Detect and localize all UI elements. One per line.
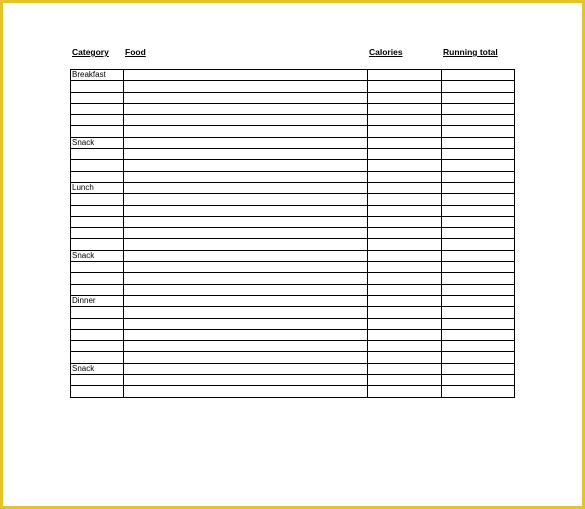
running-total-cell[interactable] [442, 160, 515, 171]
table-row [71, 318, 515, 329]
running-total-cell[interactable] [442, 182, 515, 193]
food-cell[interactable] [124, 386, 368, 397]
category-cell [71, 149, 124, 160]
running-total-cell[interactable] [442, 137, 515, 148]
header-running-total: Running total [443, 47, 498, 57]
category-cell [71, 103, 124, 114]
table-row [71, 205, 515, 216]
header-calories: Calories [369, 47, 403, 57]
food-cell[interactable] [124, 363, 368, 374]
calories-cell[interactable] [368, 352, 442, 363]
category-cell [71, 375, 124, 386]
running-total-cell[interactable] [442, 126, 515, 137]
calories-cell[interactable] [368, 262, 442, 273]
running-total-cell[interactable] [442, 239, 515, 250]
food-cell[interactable] [124, 341, 368, 352]
category-cell [71, 126, 124, 137]
category-cell [71, 307, 124, 318]
category-cell [71, 194, 124, 205]
running-total-cell[interactable] [442, 341, 515, 352]
calories-cell[interactable] [368, 103, 442, 114]
category-cell [71, 92, 124, 103]
food-cell[interactable] [124, 284, 368, 295]
table-row [71, 137, 515, 148]
running-total-cell[interactable] [442, 228, 515, 239]
calories-cell[interactable] [368, 284, 442, 295]
calories-cell[interactable] [368, 149, 442, 160]
running-total-cell[interactable] [442, 70, 515, 81]
running-total-cell[interactable] [442, 262, 515, 273]
running-total-cell[interactable] [442, 329, 515, 340]
category-cell [71, 273, 124, 284]
category-cell [71, 363, 124, 374]
table-row [71, 228, 515, 239]
table-row [71, 216, 515, 227]
table-row [71, 363, 515, 374]
calories-cell[interactable] [368, 182, 442, 193]
running-total-cell[interactable] [442, 103, 515, 114]
calories-cell[interactable] [368, 228, 442, 239]
category-label: Lunch [72, 182, 94, 192]
category-cell [71, 318, 124, 329]
category-cell [71, 250, 124, 261]
table-row [71, 273, 515, 284]
table-row [71, 149, 515, 160]
running-total-cell[interactable] [442, 149, 515, 160]
category-cell [71, 284, 124, 295]
table-row [71, 375, 515, 386]
running-total-cell[interactable] [442, 307, 515, 318]
running-total-cell[interactable] [442, 216, 515, 227]
food-cell[interactable] [124, 205, 368, 216]
calories-cell[interactable] [368, 171, 442, 182]
calories-cell[interactable] [368, 160, 442, 171]
table-row [71, 103, 515, 114]
running-total-cell[interactable] [442, 363, 515, 374]
running-total-cell[interactable] [442, 273, 515, 284]
food-cell[interactable] [124, 329, 368, 340]
table-row [71, 352, 515, 363]
category-cell [71, 160, 124, 171]
table-row [71, 341, 515, 352]
category-cell [71, 239, 124, 250]
calories-cell[interactable] [368, 307, 442, 318]
calories-cell[interactable] [368, 375, 442, 386]
calories-cell[interactable] [368, 250, 442, 261]
category-label: Snack [72, 137, 95, 147]
food-cell[interactable] [124, 216, 368, 227]
calories-cell[interactable] [368, 92, 442, 103]
calories-cell[interactable] [368, 81, 442, 92]
table-row [71, 160, 515, 171]
food-cell[interactable] [124, 160, 368, 171]
food-cell[interactable] [124, 70, 368, 81]
category-cell [71, 341, 124, 352]
table-row [71, 171, 515, 182]
category-cell [71, 228, 124, 239]
category-label: Breakfast [72, 70, 106, 79]
running-total-cell[interactable] [442, 250, 515, 261]
calories-cell[interactable] [368, 205, 442, 216]
food-log-table [70, 69, 515, 398]
running-total-cell[interactable] [442, 171, 515, 182]
running-total-cell[interactable] [442, 81, 515, 92]
header-food: Food [125, 47, 146, 57]
calories-cell[interactable] [368, 70, 442, 81]
table-row [71, 92, 515, 103]
table-row [71, 70, 515, 81]
running-total-cell[interactable] [442, 92, 515, 103]
table-row [71, 81, 515, 92]
calories-cell[interactable] [368, 115, 442, 126]
calories-cell[interactable] [368, 318, 442, 329]
category-cell [71, 262, 124, 273]
running-total-cell[interactable] [442, 284, 515, 295]
food-cell[interactable] [124, 318, 368, 329]
category-cell [71, 205, 124, 216]
table-row [71, 194, 515, 205]
calories-cell[interactable] [368, 216, 442, 227]
category-cell [71, 216, 124, 227]
calories-cell[interactable] [368, 341, 442, 352]
category-cell [71, 329, 124, 340]
category-cell [71, 70, 124, 81]
calories-cell[interactable] [368, 273, 442, 284]
running-total-cell[interactable] [442, 295, 515, 306]
food-cell[interactable] [124, 115, 368, 126]
table-row [71, 284, 515, 295]
calories-cell[interactable] [368, 239, 442, 250]
category-label: Snack [72, 250, 95, 260]
table-row [71, 250, 515, 261]
running-total-cell[interactable] [442, 352, 515, 363]
table-row [71, 115, 515, 126]
table-row [71, 386, 515, 397]
running-total-cell[interactable] [442, 194, 515, 205]
category-cell [71, 115, 124, 126]
running-total-cell[interactable] [442, 318, 515, 329]
calories-cell[interactable] [368, 329, 442, 340]
food-cell[interactable] [124, 137, 368, 148]
food-cell[interactable] [124, 171, 368, 182]
table-row [71, 239, 515, 250]
running-total-cell[interactable] [442, 205, 515, 216]
food-cell[interactable] [124, 250, 368, 261]
food-cell[interactable] [124, 92, 368, 103]
food-cell[interactable] [124, 307, 368, 318]
running-total-cell[interactable] [442, 386, 515, 397]
food-cell[interactable] [124, 295, 368, 306]
food-cell[interactable] [124, 262, 368, 273]
calories-cell[interactable] [368, 126, 442, 137]
category-cell [71, 295, 124, 306]
food-cell[interactable] [124, 103, 368, 114]
header-category: Category [72, 47, 109, 57]
calories-cell[interactable] [368, 194, 442, 205]
food-cell[interactable] [124, 228, 368, 239]
calories-cell[interactable] [368, 137, 442, 148]
food-cell[interactable] [124, 194, 368, 205]
running-total-cell[interactable] [442, 375, 515, 386]
calories-cell[interactable] [368, 295, 442, 306]
category-cell [71, 171, 124, 182]
food-cell[interactable] [124, 149, 368, 160]
calories-cell[interactable] [368, 363, 442, 374]
running-total-cell[interactable] [442, 115, 515, 126]
food-cell[interactable] [124, 126, 368, 137]
food-cell[interactable] [124, 182, 368, 193]
category-cell [71, 386, 124, 397]
table-row [71, 329, 515, 340]
category-label: Dinner [72, 295, 96, 305]
calories-cell[interactable] [368, 386, 442, 397]
food-cell[interactable] [124, 239, 368, 250]
table-row [71, 262, 515, 273]
category-cell [71, 352, 124, 363]
category-cell [71, 81, 124, 92]
food-cell[interactable] [124, 352, 368, 363]
category-cell [71, 182, 124, 193]
food-cell[interactable] [124, 81, 368, 92]
table-row [71, 295, 515, 306]
table-row [71, 126, 515, 137]
category-cell [71, 137, 124, 148]
category-label: Snack [72, 363, 95, 373]
food-cell[interactable] [124, 273, 368, 284]
food-cell[interactable] [124, 375, 368, 386]
table-row [71, 307, 515, 318]
table-row [71, 182, 515, 193]
